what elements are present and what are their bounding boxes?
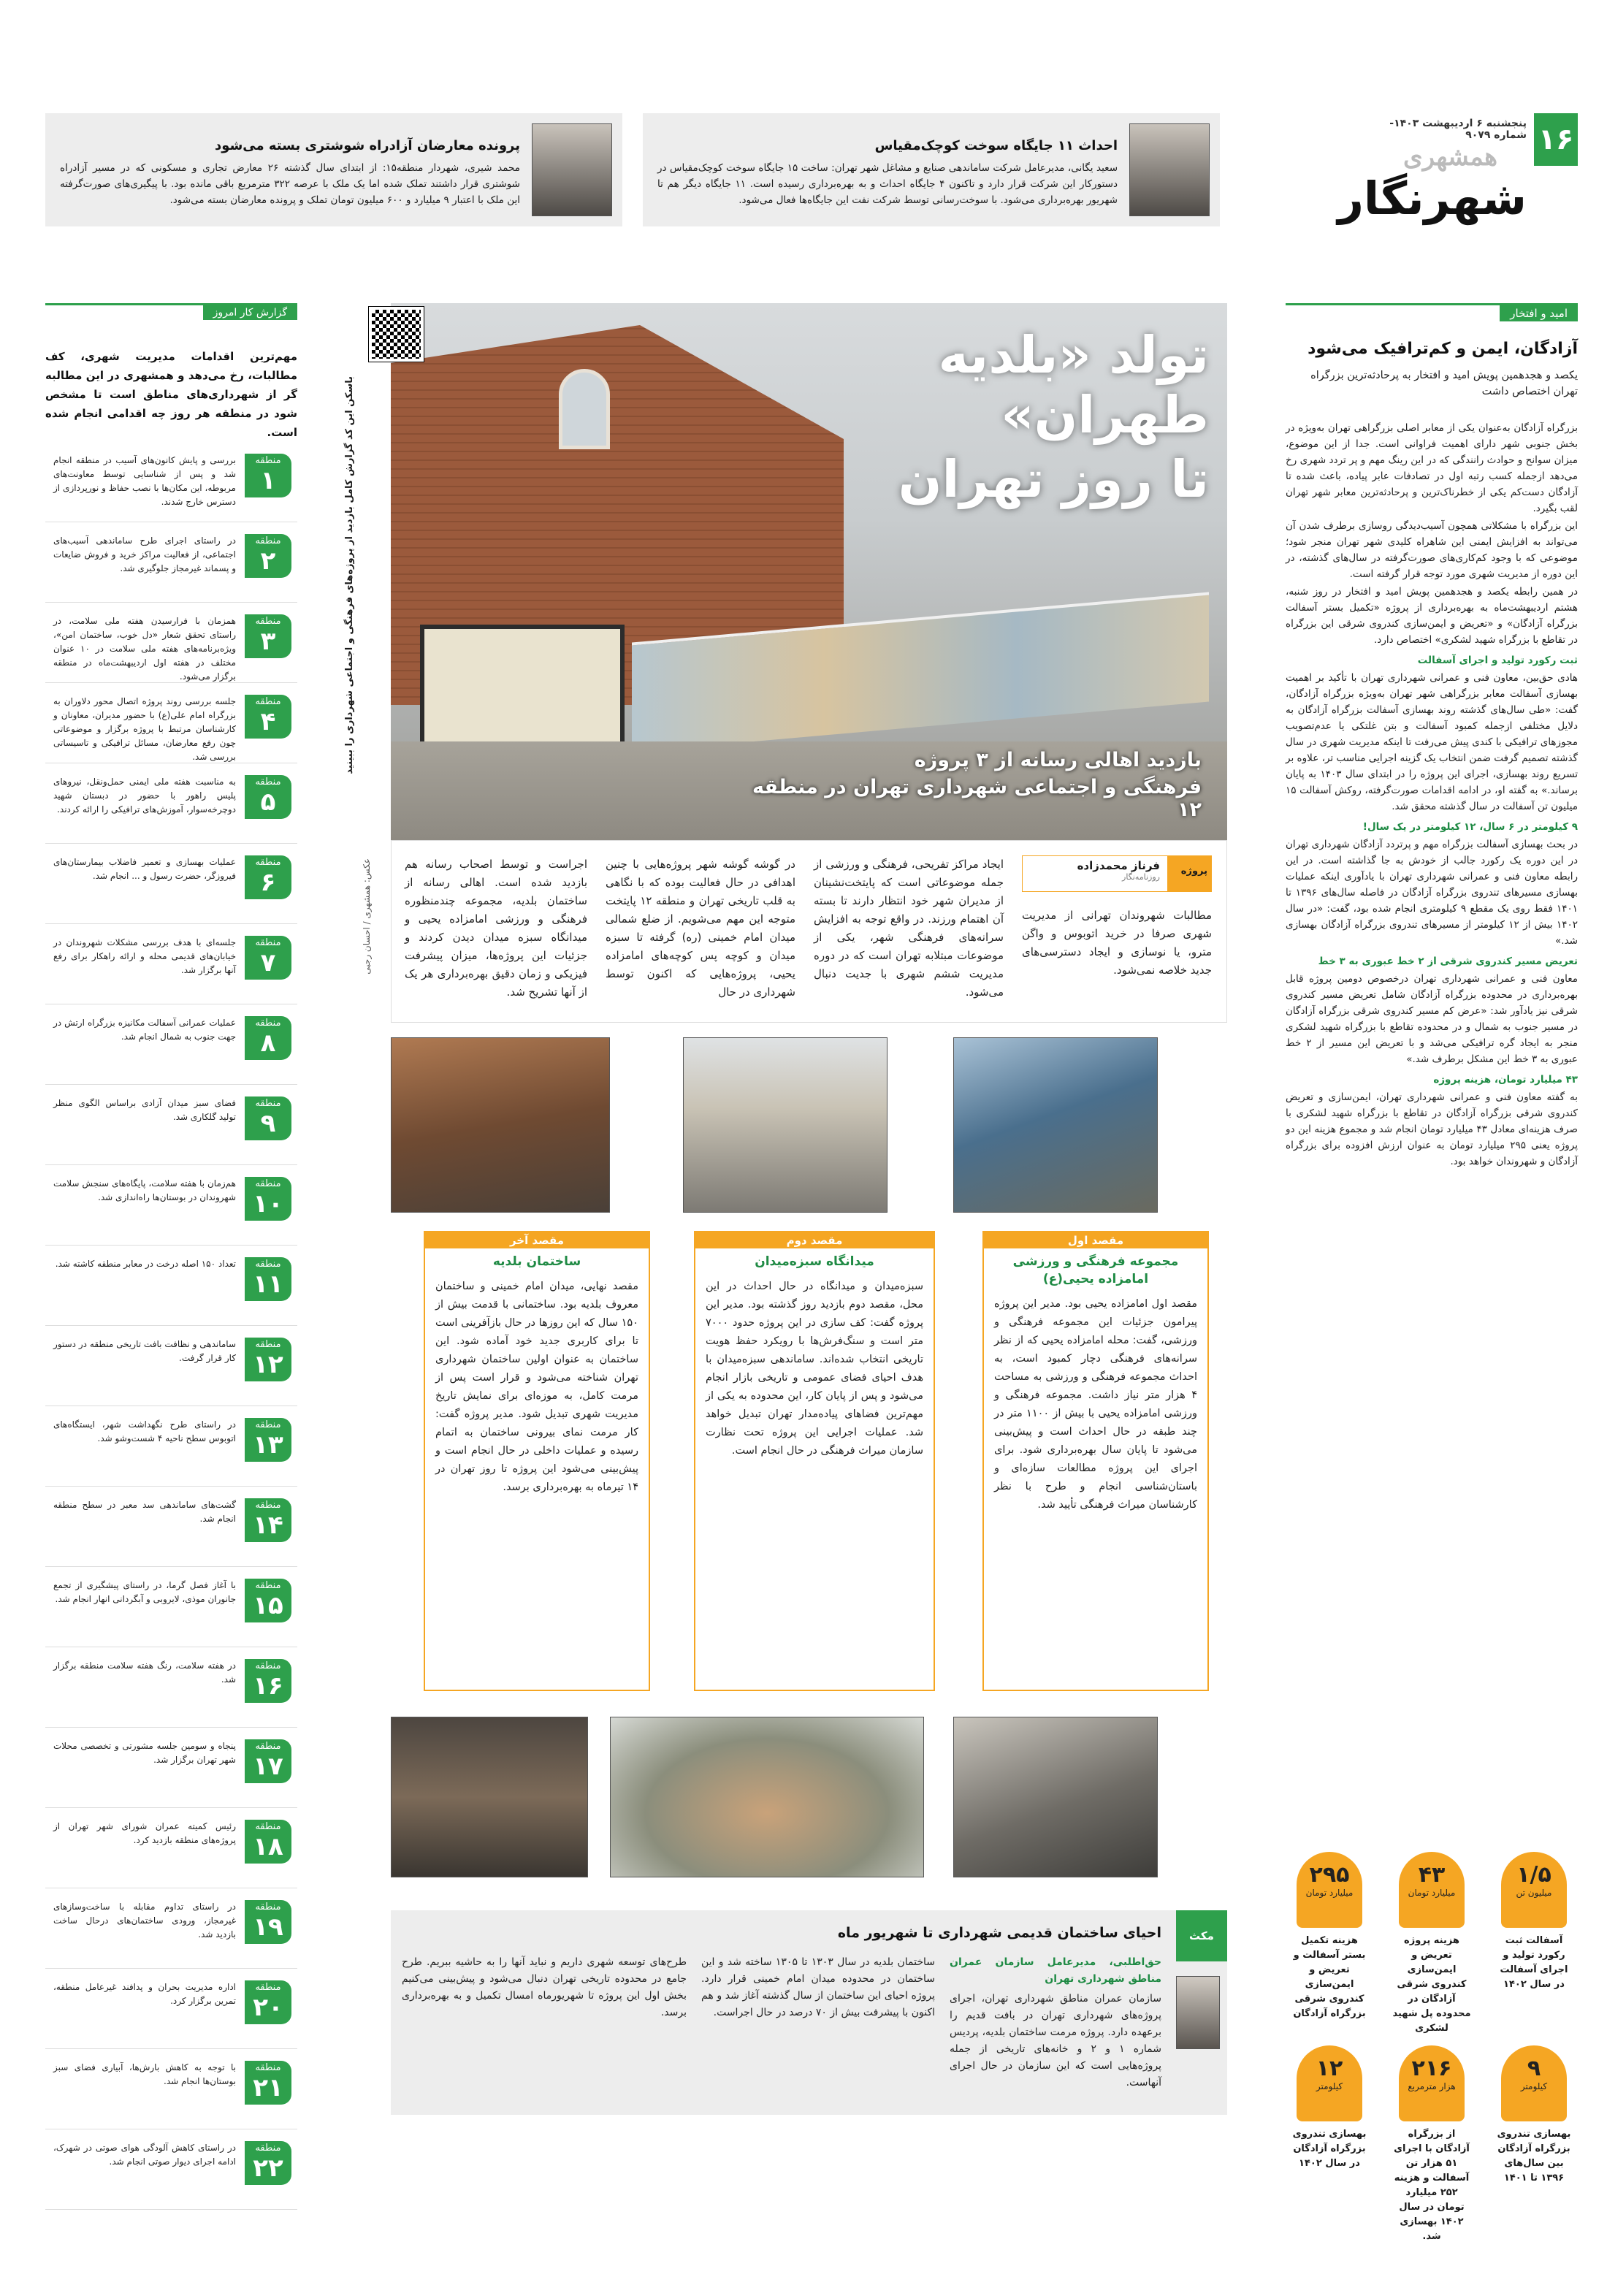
masthead [1337, 113, 1578, 241]
district-number: ۲۰ [253, 1993, 283, 2022]
district-number: ۱۴ [253, 1511, 283, 1540]
headline [741, 325, 1209, 509]
district-item [45, 1012, 297, 1085]
destinations [391, 1231, 1227, 1698]
district-label: منطقه [255, 1902, 281, 1912]
box-col-2: ساختمان بلدیه در سال ۱۳۰۳ تا ۱۳۰۵ ساخته شد و این ساختمان در محدوده میدان امام خمینی قرار دارد. پروژه احیای این ساختمان از سال گذشته آغاز شد و هم اکنون با پیشرفت بیش از ۷۰ درصد در حال اجراست. [701, 1956, 936, 2018]
stat-circle: ۴۳ میلیارد تومان [1399, 1852, 1465, 1928]
district-label: منطقه [255, 1500, 281, 1511]
district-number: ۷ [260, 948, 276, 977]
district-item [45, 1414, 297, 1487]
photo-render [610, 1717, 924, 1877]
district-item [45, 1333, 297, 1406]
intro-col-1: مطالبات شهروندان تهرانی از مدیریت شهری صرفا در خرید اتوبوس و واگن مترو، یا نوسازی و ایجاد دسترسی‌های جدید خلاصه نمی‌شود. [1022, 909, 1212, 977]
intro-col-2: ایجاد مراکز تفریحی، فرهنگی و ورزشی از جمله موضوعاتی است که پایتخت‌نشینان از مدیران شهر خود انتظار دارند تا بسته آن اهتمام ورزند. در واقع توجه به افزایش سرانه‌های فرهنگی شهر، یکی از موضوعات مبتلابه تهران است که در دوره مدیریت ششم شهری با جدیت دنبال می‌شود. [814, 858, 1004, 999]
top-news-2-title: پرونده معارضان آزادراه شوشتری بسته می‌شود [215, 138, 520, 153]
intro-col-4: اجراست و توسط اصحاب رسانه هم بازدید شده است. اهالی رسانه از ساختمان بلدیه، مجموعه چندمنظوره فرهنگی و ورزشی امامزاده یحیی و میدانگاه سبزه میدان دیدن کردند و جزئیات این پروژه‌ها، میزان پیشرفت فیزیکی و زمان دقیق بهره‌برداری هر یک از آنها تشریح شد. [405, 858, 587, 999]
arch-window [559, 369, 610, 449]
district-label: منطقه [255, 1741, 281, 1752]
district-label: منطقه [255, 1660, 281, 1671]
district-label: منطقه [255, 1178, 281, 1189]
author-name: فرناز محمدزاده [1077, 859, 1160, 872]
top-news-1 [643, 113, 1220, 226]
destination-box [424, 1231, 650, 1691]
district-number-badge [245, 1096, 291, 1140]
district-item [45, 1494, 297, 1567]
district-number: ۱ [260, 466, 276, 495]
district-number-badge [245, 695, 291, 739]
destination-text: سبزه‌میدان و میدانگاه در حال احداث در این محل، مقصد دوم بازدید روز گذشته بود. مدیر این پروژه گفت: کف سازی در این پروژه حدود ۷۰۰۰ متر است و سنگ‌فرش‌ها با رویکرد حفظ هویت تاریخی انتخاب شده‌اند. ساماندهی سبزه‌میدان با هدف احیای فضای عمومی و تاریخی بازار انجام می‌شود و پس از پایان کار، این محدوده به یکی از مهم‌ترین فضاهای پیاده‌مدار تهران تبدیل خواهد شد. عملیات اجرایی این پروژه تحت نظارت سازمان میراث فرهنگی در حال انجام است. [706, 1281, 923, 1457]
photo-interior [391, 1717, 588, 1877]
paragraph: به گفته معاون فنی و عمرانی شهرداری تهران، ایمن‌سازی و تعریض کندروی شرقی بزرگراه آزادگان در تقاطع با بزرگراه شهید لشکری با صرف هزینه‌ای معادل ۴۳ میلیارد تومان انجام شد و مجموع هزینه این دو پروژه یعنی ۲۹۵ میلیارد تومان به عنوان ارزش افزوده برای بزرگراه آزادگان و شهروندان خواهد بود. [1286, 1091, 1578, 1167]
district-label: منطقه [255, 1259, 281, 1270]
district-number: ۱۶ [253, 1671, 283, 1701]
feature [332, 303, 1227, 2261]
qr-caption: باسکن این کد گزارش کامل بازدید از پروژه‌های فرهنگی و اجتماعی شهرداری را ببینید [344, 376, 355, 774]
district-item [45, 1815, 297, 1888]
destination-label: مقصد اول [984, 1232, 1207, 1248]
paragraph: بزرگراه آزادگان به‌عنوان یکی از معابر اصلی بزرگراهی تهران به‌ویژه در بخش جنوبی شهر دارای اهمیت فراوانی است. جدا از این موضوع، میزان سوانح و حوادث رانندگی که در این رینگ مهم و پر تردد شهری رخ می‌دهد ازجمله کسب رتبه اول در تصادفات عابر پیاده، باعث شده تا آزادگان دست‌کم یکی از خطرناک‌ترین و پرحادثه‌ترین معابر شهر تهران لقب بگیرد. [1286, 422, 1578, 514]
destination-box [982, 1231, 1209, 1691]
district-number-badge [245, 1980, 291, 2024]
district-number-badge [245, 1498, 291, 1542]
photo-credit: عکس: همشهری / احسان رجبی [362, 858, 372, 975]
paragraph: این بزرگراه با مشکلاتی همچون آسیب‌دیدگی روسازی برطرف شدن آن می‌تواند به افزایش ایمنی این شاهراه کلیدی شهر تهران منجر شود؛ موضوعی که با وجود کم‌کاری‌های صورت‌گرفته در سال‌های گذشته، در این دوره از مدیریت شهری مورد توجه قرار گرفته است. [1286, 520, 1578, 580]
left-column [45, 303, 297, 2261]
stat-circle: ۲۹۵ میلیارد تومان [1297, 1852, 1362, 1928]
headline-line-1: تولد «بلدیه طهران» [938, 325, 1209, 445]
author-tag-label: پروژه [1180, 866, 1207, 877]
district-item [45, 931, 297, 1004]
district-number: ۶ [260, 868, 276, 897]
district-text: در هفته سلامت، رنگ هفته سلامت منطقه برگزار شد. [53, 1660, 236, 1685]
paragraph: در همین رابطه یکصد و هجدهمین پویش امید و افتخار در روز شنبه، هشتم اردیبهشت‌ماه به بهره‌برداری از پروژه «تکمیل بستر آسفالت بزرگراه آزادگان» و «تعریض و ایمن‌سازی کندروی شرقی این بزرگراه در تقاطع با بزرگراه شهید لشکری» اختصاص دارد. [1286, 586, 1578, 646]
box-col-1: سازمان عمران مناطق شهرداری تهران، اجرای پروژه‌های شهرداری تهران در بافت قدیم را برعهده دارد. پروژه مرمت ساختمان بلدیه، پردیس شماره ۱ و ۲ و خانه‌های تاریخی از جمله پروژه‌هایی است که این سازمان در حال اجرای آنهاست. [950, 1993, 1161, 2089]
district-label: منطقه [255, 2062, 281, 2073]
district-number-badge [245, 855, 291, 899]
district-item [45, 1092, 297, 1165]
qr-code[interactable] [369, 307, 424, 362]
district-number-badge [245, 1579, 291, 1622]
right-subtitle: یکصد و هجدهمین پویش امید و افتخار به پرحادثه‌ترین بزرگراه تهران اختصاص داشت [1310, 370, 1578, 397]
district-text: هم‌زمان با هفته سلامت، پایگاه‌های سنجش سلامت شهروندان در بوستان‌ها راه‌اندازی شد. [53, 1178, 236, 1202]
district-label: منطقه [255, 535, 281, 546]
district-text: ساماندهی و نظافت بافت تاریخی منطقه در دستور کار قرار گرفت. [53, 1339, 236, 1363]
destination-text: مقصد اول امامزاده یحیی بود. مدیر این پروژه پیرامون جزئیات این مجموعه فرهنگی و ورزشی، گفت: محله امامزاده یحیی که از نظر سرانه‌های فرهنگی دچار کمبود است، به احداث مجموعه فرهنگی و ورزشی به مساحت ۴ هزار متر نیاز داشت. مجموعه فرهنگی و ورزشی امامزاده یحیی با بیش از ۱۱۰۰ متر در چند طبقه در حال احداث است و پیش‌بینی می‌شود تا پایان سال بهره‌برداری شود. برای اجرای این پروژه مطالعات سازه‌ای و باستان‌شناسی انجام و طرح با نظر کارشناسان میراث فرهنگی تأیید شد. [994, 1298, 1197, 1511]
district-label: منطقه [255, 455, 281, 466]
district-text: در راستای تداوم مقابله با ساخت‌وسازهای غیرمجاز، ورودی ساختمان‌های درحال ساخت بازدید شد. [53, 1902, 236, 1940]
district-number: ۹ [260, 1109, 276, 1138]
destination-title: میدانگاه سبزه‌میدان [755, 1254, 874, 1269]
portrait-photo [532, 123, 612, 216]
district-number: ۱۷ [253, 1752, 283, 1781]
district-item [45, 1172, 297, 1246]
stat-circle: ۱/۵ میلیون تن [1501, 1852, 1567, 1928]
photo-canal [953, 1717, 1158, 1877]
district-number-badge [245, 1820, 291, 1864]
stat-caption: بهسازی تندروی بزرگراه آزادگان در سال ۱۴۰۲ [1292, 2129, 1367, 2169]
district-number: ۱۸ [253, 1832, 283, 1861]
district-item [45, 1976, 297, 2049]
paragraph: هادی حق‌بین، معاون فنی و عمرانی شهرداری تهران با تأکید بر اهمیت بهسازی آسفالت معابر بزرگراهی شهر تهران به‌ویژه بزرگراه آزادگان، گفت: «طی سال‌های گذشته روند بهسازی آسفالت بزرگراه آزادگان به دلایل مختلفی ازجمله کمبود آسفالت و بتن غلتکی یا عدم‌تصویب مجوزهای ترافیکی با کندی پیش می‌رفت تا اینکه مدیریت شهری در سال گذشته تصمیم گرفت ضمن انتخاب یک گزینه اجرایی مناسب تر، علاوه بر تسریع روند بهسازی، اجرای این پروژه را در ابتدای سال ۱۴۰۳ به پایان برساند.» به گفته او، در ادامه اقدامات صورت‌گرفته، روکش آسفالت ۱۵ میلیون تن آسفالت در سال گذشته محقق شد. [1286, 672, 1578, 812]
district-text: در راستای کاهش آلودگی هوای صوتی در شهرک، ادامه اجرای دیوار صوتی انجام شد. [53, 2143, 236, 2167]
district-number-badge [245, 1739, 291, 1783]
district-item [45, 851, 297, 924]
district-text: گشت‌های ساماندهی سد معبر در سطح منطقه انجام شد. [53, 1500, 236, 1524]
photo-construction [953, 1037, 1158, 1213]
photo-square [683, 1037, 888, 1213]
district-label: منطقه [255, 937, 281, 948]
destination-title: مجموعه فرهنگی و ورزشی امامزاده یحیی(ع) [1012, 1254, 1179, 1286]
district-number: ۱۹ [253, 1912, 283, 1942]
section-heading: تعریض مسیر کندروی شرقی از ۲ خط عبوری به ۳ خط [1318, 956, 1578, 967]
district-number-badge [245, 775, 291, 819]
district-label: منطقه [255, 1982, 281, 1993]
top-news-2-body: محمد شیری، شهردار منطقه۱۵: از ابتدای سال گذشته ۲۶ معارض تجاری و مسکونی که در مسیر آزادراه شوشتری قرار داشتند تملک شده اما یک ملک با عرصه ۳۲۲ مترمربع باقی مانده بود. با پیگیری‌های صورت‌گرفته این ملک با اعتبار ۹ میلیارد و ۶۰۰ میلیون تومان تملک و پرونده معارضان بسته می‌شود. [60, 162, 520, 206]
district-label: منطقه [255, 1821, 281, 1832]
district-number: ۲۱ [253, 2073, 283, 2102]
district-number: ۲۲ [253, 2154, 283, 2183]
district-text: اداره مدیریت بحران و پدافند غیرعامل منطقه، تمرین برگزار کرد. [53, 1982, 236, 2006]
district-number: ۱۳ [253, 1430, 283, 1460]
district-number: ۵ [260, 787, 276, 817]
section-heading: ثبت رکورد تولید و اجرای آسفالت [1417, 655, 1578, 666]
district-label: منطقه [255, 1419, 281, 1430]
author-role: روزنامه‌نگار [1122, 872, 1160, 882]
district-number-badge [245, 1016, 291, 1060]
district-number: ۲ [260, 546, 276, 576]
box-col-3: طرح‌های توسعه شهری داریم و نباید آنها را به حاشیه ببریم. طرح جامع در محدوده تاریخی تهران دنبال می‌شود و پیش‌بینی می‌کنیم بخش اول این پروژه تا شهریورماه امسال تکمیل و به بهره‌برداری برسد. [402, 1956, 687, 2018]
district-text: عملیات بهسازی و تعمیر فاضلاب بیمارستان‌های فیروزگر، حضرت رسول و ... انجام شد. [53, 857, 236, 881]
box-tag: مکث [1176, 1910, 1227, 1961]
district-number-badge [245, 1418, 291, 1462]
district-label: منطقه [255, 696, 281, 707]
headline-line-2: تا روز تهران [898, 449, 1209, 509]
district-number: ۸ [260, 1029, 276, 1058]
district-label: منطقه [255, 777, 281, 787]
district-item [45, 690, 297, 763]
district-number: ۱۵ [253, 1591, 283, 1620]
box-author: حق‌اطلبی، مدیرعامل سازمان عمران مناطق شهرداری تهران [950, 1956, 1161, 1985]
district-number-badge [245, 534, 291, 578]
stat-caption: هزینه تکمیل بستر آسفالت و تعریض و ایمن‌سازی کندروی شرقی بزرگراه آزادگان [1293, 1935, 1366, 2019]
column-tag: گزارش کار امروز [203, 305, 297, 320]
left-intro: مهم‌ترین اقدامات مدیریت شهری، کف مطالبات، رخ می‌دهد و همشهری در این مطالبه گر از شهرداری‌های مناطق است تا مشخص شود در منطقه هر روز چه اقدامی انجام شده است. [45, 350, 297, 439]
stats-block [1286, 1852, 1578, 2261]
intro-col-3: در گوشه گوشه شهر پروژه‌هایی با چنین اهدافی در حال فعالیت بوده که با نگاهی به قلب تاریخی تهران و منطقه ۱۲ پایتخت متوجه این مهم می‌شویم. از ضلع شمالی میدان امام خمینی (ره) گرفته تا سبزه میدان و کوچه پس کوچه‌های امامزاده یحیی، پروژه‌هایی که اکنون توسط شهرداری در حال [606, 858, 795, 999]
destination-label: مقصد آخر [425, 1232, 649, 1248]
district-item [45, 2137, 297, 2210]
section-heading: ۴۳ میلیارد تومان، هزینه پروژه [1433, 1074, 1578, 1086]
district-number-badge [245, 1257, 291, 1301]
date-line: پنجشنبه ۶ اردیبهشت ۱۴۰۳- شماره ۹۰۷۹ [1389, 118, 1527, 141]
district-item [45, 771, 297, 844]
sidebar-box [391, 1910, 1227, 2115]
district-item [45, 530, 297, 603]
district-number-badge [245, 2061, 291, 2105]
district-text: رئیس کمیته عمران شورای شهر تهران از پروژه‌های منطقه بازدید کرد. [53, 1821, 236, 1845]
district-text: پنجاه و سومین جلسه مشورتی و تخصصی محلات شهر تهران برگزار شد. [53, 1741, 236, 1765]
stat-caption: هزینه پروژه تعریض و ایمن‌سازی کندروی شرقی آزادگان در محدوده پل شهید لشکری [1392, 1935, 1471, 2034]
district-number: ۱۲ [253, 1350, 283, 1379]
destination-text: مقصد نهایی، میدان امام خمینی و ساختمان معروف بلدیه بود. ساختمانی با قدمت بیش از ۱۵۰ سال که این روزها در حال بازآفرینی است تا برای کاربری جدید خود آماده شود. این ساختمان به عنوان اولین ساختمان شهرداری تهران شناخته می‌شود و قرار است پس از مرمت کامل، به موزه‌ای برای نمایش تاریخ مدیریت شهری تبدیل شود. مدیر پروژه گفت: کار مرمت نمای بیرونی ساختمان به اتمام رسیده و عملیات داخلی در حال انجام است و پیش‌بینی می‌شود این پروژه تا روز تهران در ۱۴ تیرماه به بهره‌برداری برسد. [435, 1281, 638, 1493]
deck-line-1: بازدید اهالی رسانه از ۳ پروژه [914, 749, 1202, 771]
paragraph: در بحث بهسازی آسفالت بزرگراه مهم و پرتردد آزادگان شهرداری تهران در این دوره یک رکورد جالب از خودش به جا گذاشته است. در این رابطه معاون فنی و عمرانی شهرداری تهران با یادآوری اینکه عملیات بهسازی مسیرهای تندروی بزرگراه آزادگان در فاصله سال‌های ۱۳۹۶ تا ۱۴۰۱ فقط روی یک مقطع ۹ کیلومتری انجام شده بود، گفت: «در سال ۱۴۰۲ بیش از ۱۲ کیلومتر از مسیرهای تندروی بزرگراه آزادگان بهسازی شد.» [1286, 839, 1579, 947]
district-label: منطقه [255, 616, 281, 627]
district-text: به مناسبت هفته ملی ایمنی حمل‌ونقل، نیروهای پلیس راهور با حضور در دبستان شهید دوچرخه‌سوار، آموزش‌های ترافیکی را ارائه کردند. [53, 777, 236, 815]
district-item [45, 2056, 297, 2129]
top-news-1-title: احداث ۱۱ جایگاه سوخت کوچک‌مقیاس [874, 138, 1118, 153]
top-news-1-body: سعید یگانی، مدیرعامل شرکت ساماندهی صنایع و مشاغل شهر تهران: ساخت ۱۵ جایگاه سوخت کوچک‌مقیاس در دستورکار این شرکت قرار دارد و تاکنون ۴ جایگاه احداث و به بهره‌برداری رسیده است. ۱۱ جایگاه دیگر هم تا شهریور بهره‌برداری می‌شود. با سوخت‌رسانی توسط شرکت نفت این جایگاه‌ها فعال می‌شود. [657, 162, 1118, 206]
district-text: عملیات عمرانی آسفالت مکانیزه بزرگراه ارتش در جهت جنوب به شمال انجام شد. [53, 1018, 236, 1042]
district-label: منطقه [255, 1580, 281, 1591]
stat-caption: بهسازی تندروی بزرگراه آزادگان بین سال‌های ۱۳۹۶ تا ۱۴۰۱ [1497, 2129, 1571, 2184]
stat-circle: ۹ کیلومتر [1501, 2045, 1567, 2121]
district-item [45, 610, 297, 683]
district-number-badge [245, 1338, 291, 1381]
district-label: منطقه [255, 1018, 281, 1029]
district-text: با آغاز فصل گرما، در راستای پیشگیری از تجمع جانوران موذی، لایروبی و آبگردانی انهار انجام شد. [53, 1580, 236, 1604]
stat-circle: ۲۱۶ هزار مترمربع [1399, 2045, 1465, 2121]
box-title: احیای ساختمان قدیمی شهرداری تا شهریور ماه [837, 1925, 1161, 1941]
district-label: منطقه [255, 857, 281, 868]
district-number: ۱۱ [253, 1270, 283, 1299]
district-number-badge [245, 454, 291, 497]
district-number-badge [245, 1659, 291, 1703]
stat-caption: از بزرگراه آزادگان با اجرای ۵۱ هزار تن آسفالت و هزینه ۲۵۲ میلیارد تومان در سال ۱۴۰۲ بهسازی شد. [1394, 2129, 1470, 2242]
box-portrait [1176, 1976, 1220, 2049]
district-text: تعداد ۱۵۰ اصله درخت در معابر منطقه کاشته شد. [55, 1259, 236, 1269]
district-number-badge [245, 1900, 291, 1944]
district-item [45, 1735, 297, 1808]
destination-label: مقصد دوم [695, 1232, 934, 1248]
destination-box [694, 1231, 935, 1691]
district-number: ۱۰ [253, 1189, 283, 1218]
destination-title: ساختمان بلدیه [492, 1254, 581, 1269]
stat-caption: آسفالت ثبت رکورد تولید و اجرای آسفالت در سال ۱۴۰۲ [1500, 1935, 1568, 1990]
district-item [45, 1896, 297, 1969]
district-item [45, 1253, 297, 1326]
district-item [45, 1655, 297, 1728]
district-label: منطقه [255, 2143, 281, 2154]
author-tag [1022, 855, 1212, 892]
district-number: ۳ [260, 627, 276, 656]
district-text: جلسه بررسی روند پروژه اتصال محور دلاوران به بزرگراه امام علی(ع) با حضور مدیران، معاونان و کارشناسان مرتبط با پروژه برگزار و موضوعاتی چون رفع معارضان، مسائل ترافیکی و تاسیساتی بررسی شد. [53, 696, 236, 762]
district-text: جلسه‌ای با هدف بررسی مشکلات شهروندان در خیابان‌های قدیمی محله و ارائه راهکار برای رفع آنها برگزار شد. [53, 937, 236, 975]
right-title: آزادگان، ایمن و کم‌ترافیک می‌شود [1308, 340, 1578, 358]
column-tag: امید و افتخار [1500, 305, 1578, 321]
district-text: در راستای طرح نگهداشت شهر، ایستگاه‌های اتوبوس سطح ناحیه ۴ شست‌وشو شد. [53, 1419, 236, 1443]
deck [749, 749, 1202, 821]
district-text: بررسی و پایش کانون‌های آسیب در منطقه انجام شد و پس از شناسایی توسط معاونت‌های مربوطه، این مکان‌ها با نصب حفاظ و نورپردازی از دسترس خارج شدند. [53, 455, 236, 507]
section-heading: ۹ کیلومتر در ۶ سال، ۱۲ کیلومتر در یک سال! [1362, 821, 1578, 833]
signboard [420, 625, 625, 756]
district-label: منطقه [255, 1339, 281, 1350]
page-number: ۱۶ [1534, 113, 1578, 166]
right-body [1286, 420, 1578, 1171]
photo-arcade [391, 1037, 610, 1213]
district-text: با توجه به کاهش بارش‌ها، آبیاری فضای سبز بوستان‌ها انجام شد. [53, 2062, 236, 2086]
logo-small: همشهری [1403, 142, 1497, 172]
district-number: ۴ [260, 707, 276, 736]
district-text: فضای سبز میدان آزادی براساس الگوی منظر تولید گلکاری شد. [53, 1098, 236, 1122]
district-number-badge [245, 614, 291, 658]
paragraph: معاون فنی و عمرانی شهرداری تهران درخصوص دومین پروژه قابل بهره‌برداری در محدوده بزرگراه آزادگان شامل تعریض مسیر کندروی شرقی نیز یادآور شد: «عرض کم مسیر کندروی شرقی بزرگراه آزادگان در مسیر جنوب به شمال و در محدوده تقاطع با بزرگراه شهید لشکری منجر به ایجاد گره ترافیکی می‌شد و با تعریض این مسیر از ۲ خط عبوری به ۳ خط این مشکل برطرف شد.» [1286, 973, 1578, 1065]
logo: شهرنگار [1337, 172, 1527, 225]
district-number-badge [245, 936, 291, 980]
district-text: همزمان با فرارسیدن هفته ملی سلامت، در راستای تحقق شعار «دل خوب، ساختمان امن»، ویژه‌برنامه‌های هفته ملی سلامت در ۱۰ عنوان مختلف در هفته اول اردیبهشت‌ماه در منطقه برگزار می‌شود. [53, 616, 236, 682]
district-item [45, 449, 297, 522]
deck-line-2: فرهنگی و اجتماعی شهرداری تهران در منطقه ۱۲ [752, 776, 1202, 821]
district-item [45, 1574, 297, 1647]
top-news-2 [45, 113, 622, 226]
district-number-badge [245, 1177, 291, 1221]
intro-block [391, 840, 1227, 1023]
district-text: در راستای اجرای طرح ساماندهی آسیب‌های اجتماعی، از فعالیت مراکز خرید و فروش ضایعات و پسماند غیرمجاز جلوگیری شد. [53, 535, 236, 573]
portrait-photo [1129, 123, 1210, 216]
stat-circle: ۱۲ کیلومتر [1297, 2045, 1362, 2121]
district-label: منطقه [255, 1098, 281, 1109]
district-number-badge [245, 2141, 291, 2185]
